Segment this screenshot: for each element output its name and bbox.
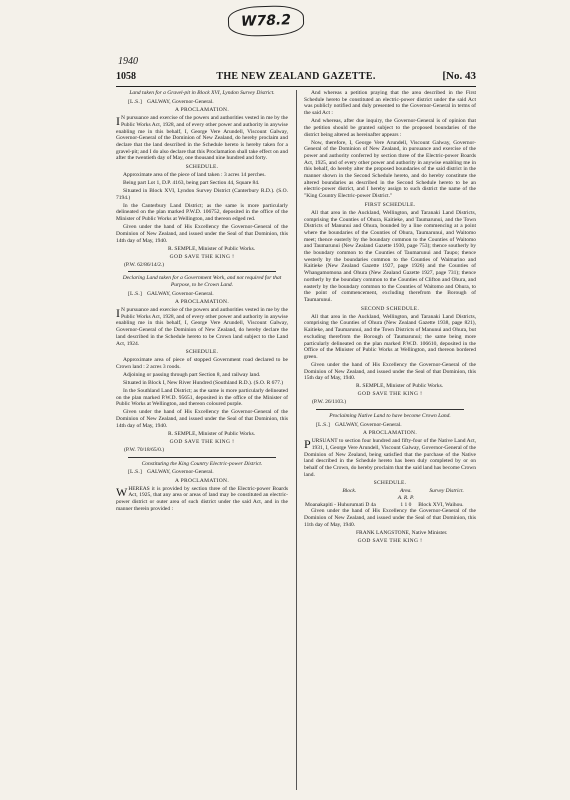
archive-stamp: W78.2 [227,5,304,38]
god-save-the-king: GOD SAVE THE KING ! [169,438,235,445]
proclamation-body: I N pursuance and exercise of the powers and authorities vested in me by the Public Works Act, 1928, and of every other power and authority in anywise enabling me in this behalf, I, George Vere Arundell, Viscount Galway, Governor-General of the Dominion of New Zealand, do hereby declare the land described in the Schedule hereto to be Crown land subject to the Land Act, 1924. [116,306,288,347]
column-header: Block. [342,488,357,495]
column-header: Survey District. [429,488,464,495]
schedule-line: Approximate area of piece of stopped Government road declared to be Crown land : 2 acres 3 roods. [116,357,288,370]
column-subheader [417,495,476,502]
column-subheader: A. R. P. [397,495,414,502]
schedule-line: In the Canterbury Land District; as the same is more particularly delineated on the plan marked P.W.D. 106752, deposited in the office of the Minister of Public Works at Wellington, and thereon edged red. [116,202,288,223]
issue-number: [No. 43 [442,70,476,82]
proclamation-title: A PROCLAMATION. [174,107,229,114]
schedule-line: In the Southland Land District; as the same is more particularly delineated on the plan marked P.W.D. 95651, deposited in the office of the Minister of Public Works at Wellington, and thereon coloured purple. [116,387,288,408]
table-cell: Block XVI, Waihou. [418,501,464,508]
schedule-title: SCHEDULE. [185,164,219,171]
second-schedule-title: SECOND SCHEDULE. [360,305,420,312]
column-header: Area. [399,488,412,495]
seal-mark: [L.S.] [128,469,143,476]
governor-name: GALWAY, Governor-General. [147,469,214,476]
schedule-title: SCHEDULE. [373,480,407,487]
seal-mark: [L.S.] [316,421,331,428]
proclamation-paragraph: And whereas, after due inquiry, the Governor-General is of opinion that the petition should be granted subject to the proposed boundaries of the district being altered as hereinafter appears : [304,118,476,138]
notice-heading: Proclaiming Native Land to have become Crown Land. [329,413,451,420]
table-header-row [304,488,476,495]
second-schedule-body: All that area in the Auckland, Wellington, and Taranaki Land Districts, comprising the Counties of Ohura (New Zealand Gazette 1938, page 821), Kaitieke, and Taumarunui, and the Town Districts of Manunui and Ohura, but excluding therefrom the Borough of Taumarunui; the same being more particularly delineated on the plan marked P.W.D. 106610, deposited in the Office of the Minister of Public Works at Wellington, and thereon bordered green. [304,313,476,360]
drop-cap: I [116,114,120,129]
schedule-line: Situated in Block XVI, Lyndon Survey District (Canterbury R.D.). (S.O. 7194.) [116,188,288,201]
file-reference: (P.W. 26/1103.) [312,399,347,406]
column-subheader [304,495,395,502]
given-under-hand: Given under the hand of His Excellency the Governor-General of the Dominion of New Zealand, and issued under the Seal of that Dominion, this 15th day of May, 1940. [304,361,476,382]
seal-mark: [L.S.] [128,98,143,105]
schedule-title: SCHEDULE. [185,349,219,356]
left-column [116,90,288,514]
given-under-hand: Given under the hand of His Excellency the Governor-General of the Dominion of New Zealand, and issued under the Seal of that Dominion, this 11th day of May, 1940. [304,508,476,528]
schedule-line: Approximate area of the piece of land taken : 3 acres 14 perches. [123,172,266,179]
seal-mark: [L.S.] [128,290,143,297]
governor-name: GALWAY, Governor-General. [147,290,214,297]
gazette-title: THE NEW ZEALAND GAZETTE. [216,71,376,82]
section-rule [316,409,464,410]
schedule-line: Situated in Block I, New River Hundred (Southland R.D.). (S.O. R 677.) [123,379,284,386]
governor-line [116,99,288,106]
handwritten-year: 1940 [118,56,138,67]
schedule-line: Adjoining or passing through part Section 8, and railway land. [123,371,261,378]
drop-cap: I [116,306,120,321]
right-column [304,90,476,546]
file-reference: (P.W. 70/18/65/0.) [124,446,165,453]
first-schedule-title: FIRST SCHEDULE. [364,201,416,208]
table-cell: Moanakapiti - Huhurumati D 4a [305,501,376,508]
section-rule [128,457,276,458]
table-cell: 1 1 0 [400,501,412,508]
god-save-the-king: GOD SAVE THE KING ! [357,391,423,398]
notice-heading: Constituting the King Country Electric-power District. [141,460,263,467]
minister-signature: R. SEMPLE, Minister of Public Works. [168,430,256,437]
notice-heading: Declaring Land taken for a Government Work, and not required for that Purpose, to be Crown Land. [122,275,282,288]
proclamation-paragraph: And whereas a petition praying that the area described in the First Schedule hereto be constituted an electric-power district under the said Act was publicly notified and duly presented to the Governor-General in terms of the said Act : [304,90,476,117]
governor-line [116,291,288,298]
minister-signature: R. SEMPLE, Minister of Public Works. [356,383,444,390]
page-header [116,70,476,87]
section-rule [128,271,276,272]
column-divider [296,90,297,790]
notice-heading: Land taken for a Gravel-pit in Block XVI, Lyndon Survey District. [129,90,275,96]
proclamation-paragraph: Now, therefore, I, George Vere Arundell, Viscount Galway, Governor-General of the Dominion of New Zealand, in pursuance and exercise of the power and authority conferred by section three of the Electric-power Boards Act, 1925, and of every other power and authority in anywise enabling me in this behalf, do hereby alter the proposed boundaries of the said district in the manner shown in the Second Schedule hereto, and do hereby constitute the altered boundaries as described in the Second Schedule hereto to be an electric-power district, and I hereby assign to such district the name of the "King Country Electric-power District." [304,139,476,200]
proclamation-body: I N pursuance and exercise of the powers and authorities vested in me by the Public Works Act, 1928, and of every other power and authority in anywise enabling me in this behalf, I, George Vere Arundell, Viscount Galway, Governor-General of the Dominion of New Zealand, do hereby proclaim and declare that the land described in the Schedule hereto is hereby taken for a gravel-pit; and I do also declare that this Proclamation shall take effect on and after the twentieth day of May, one thousand nine hundred and forty. [116,114,288,162]
minister-signature: FRANK LANGSTONE, Native Minister. [356,529,448,536]
governor-line [304,422,476,429]
drop-cap: P [304,437,311,452]
proclamation-body: WHEREAS it is provided by section three of the Electric-power Boards Act, 1925, that any area or areas of land may be constituted an electric-power district or outer area of such district under the said Act, and in the manner therein provided : [116,484,288,512]
schedule-line: Being part Lot 1, D.P. 4163, being part Section 44, Square 84. [123,180,260,187]
first-schedule-body: All that area in the Auckland, Wellington, and Taranaki Land Districts, comprising the Counties of Ohura, Kaitieke, and Taumarunui, and the Town Districts of Manunui and Ohura, bounded by a line commencing at a point where the boundaries of the Counties of Ohura, Taumarunui, and Waitomo meet; thence easterly by the boundary common to the Counties of Waitomo and Taumarunui (New Zealand Gazette 1930, page 753); thence southerly by the boundary common to the Counties of Taumarunui and Taupo; thence westerly by the boundaries common to the Counties of Waimarino and Kaitieke (New Zealand Gazette 1927, page 1926) and the Counties of Whangamomona and Ohura (New Zealand Gazette 1927, page 731); thence northerly by the boundary common to the Counties of Clifton and Ohura, and easterly by the boundary common to the Counties of Waitomo and Ohura, to the point of commencement, excluding therefrom the Borough of Taumarunui. [304,209,476,303]
proclamation-title: A PROCLAMATION. [174,299,229,306]
schedule-table [304,488,476,508]
file-reference: (P.W. 62/86/14/2.) [124,261,165,268]
governor-name: GALWAY, Governor-General. [147,98,214,105]
given-under-hand: Given under the hand of His Excellency the Governor-General of the Dominion of New Zealand, and issued under the Seal of that Dominion, this 14th day of May, 1940. [116,409,288,429]
drop-cap: W [116,484,128,499]
given-under-hand: Given under the hand of His Excellency the Governor-General of the Dominion of New Zealand, and issued under the Seal of that Dominion, this 14th day of May, 1940. [116,224,288,244]
proclamation-body: PURSUANT to section four hundred and fifty-four of the Native Land Act, 1931, I, George Vere Arundell, Viscount Galway, Governor-General of the Dominion of New Zealand, being satisfied that the purchase of the Native land described in the Schedule hereto has been duly completed by or on behalf of the Crown, do hereby proclaim that the said land has become Crown land. [304,437,476,478]
table-subheader-row [304,495,476,502]
proclamation-title: A PROCLAMATION. [362,430,417,437]
proclamation-title: A PROCLAMATION. [174,477,229,484]
minister-signature: R. SEMPLE, Minister of Public Works. [168,245,256,252]
governor-name: GALWAY, Governor-General. [335,421,402,428]
god-save-the-king: GOD SAVE THE KING ! [357,537,423,544]
governor-line [116,469,288,476]
god-save-the-king: GOD SAVE THE KING ! [169,253,235,260]
page-number: 1058 [116,71,136,82]
